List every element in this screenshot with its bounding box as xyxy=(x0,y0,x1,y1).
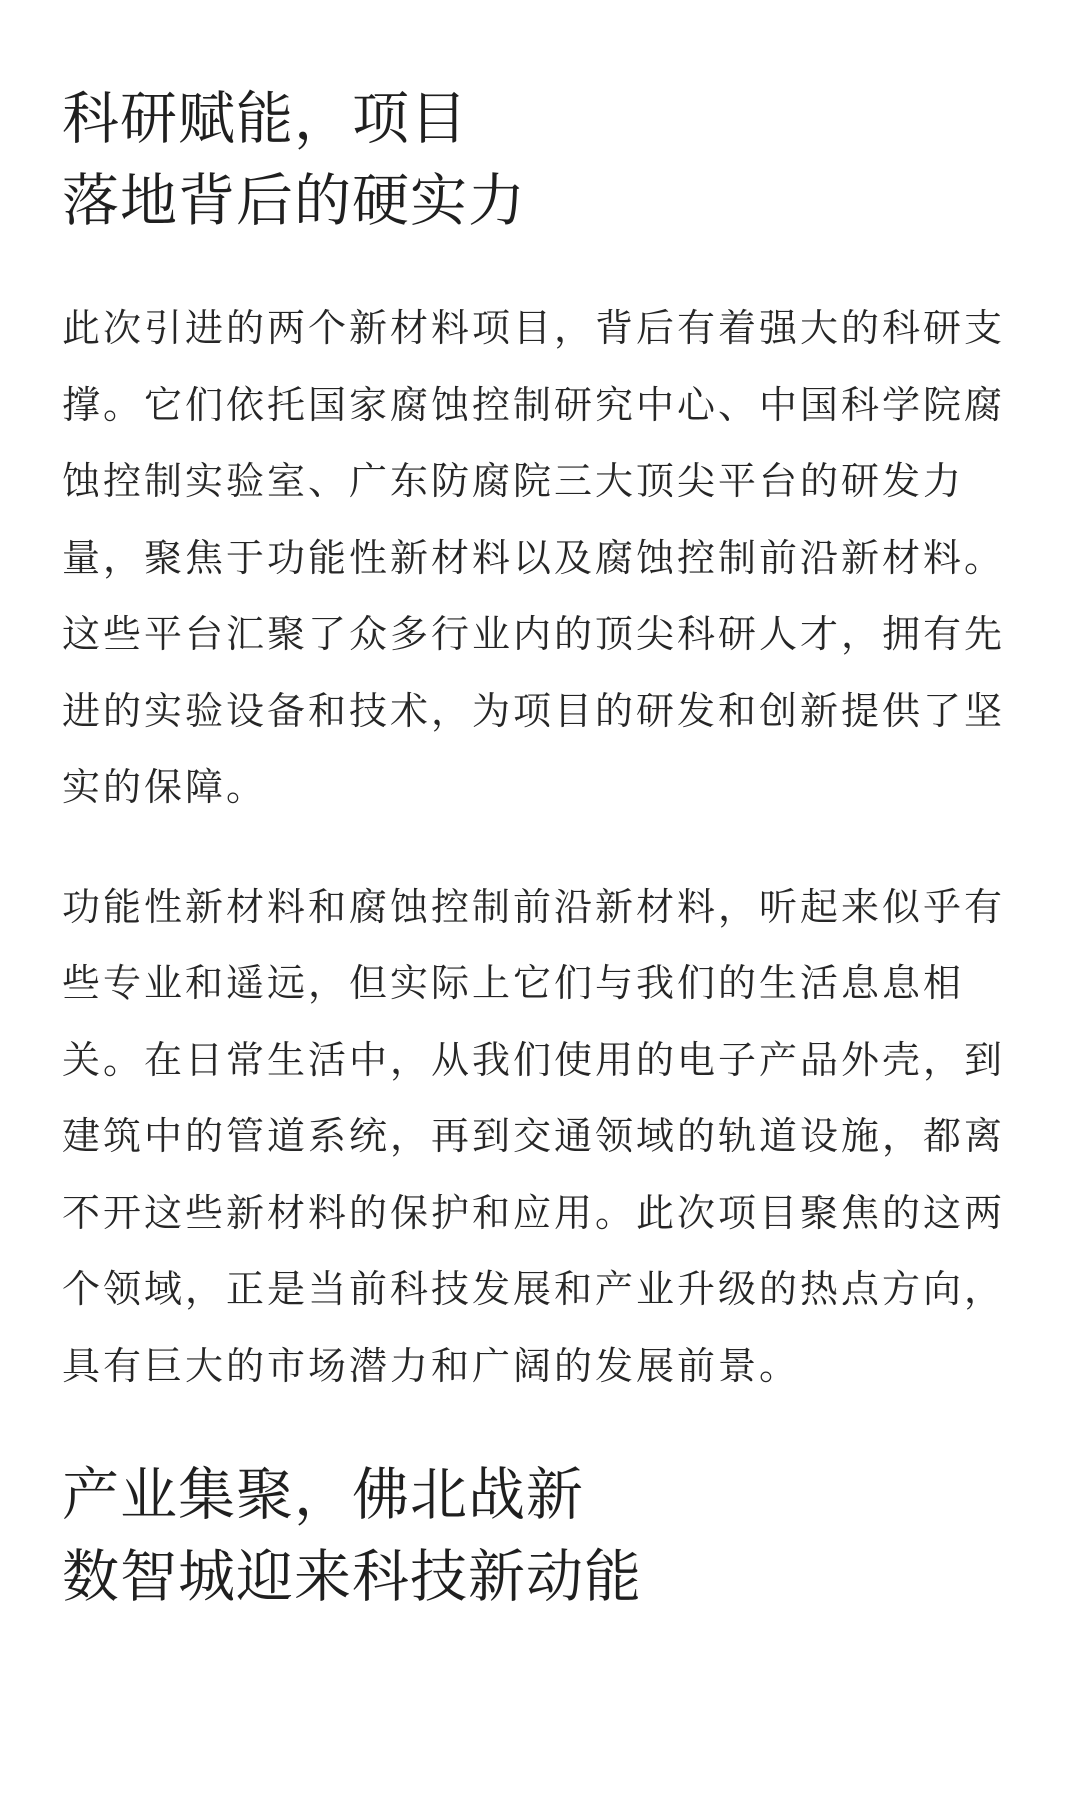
paragraph-new-materials: 功能性新材料和腐蚀控制前沿新材料，听起来似乎有些专业和遥远，但实际上它们与我们的生活息息相关。在日常生活中，从我们使用的电子产品外壳，到建筑中的管道系统，再到交通领域的轨道设施，都离不开这些新材料的保护和应用。此次项目聚焦的这两个领域，正是当前科技发展和产业升级的热点方向，具有巨大的市场潜力和广阔的发展前景。 xyxy=(62,884,1006,1388)
section-heading-industry xyxy=(62,1454,1022,1618)
heading-line: 落地背后的硬实力 xyxy=(62,168,526,234)
paragraph-research-support: 此次引进的两个新材料项目，背后有着强大的科研支撑。它们依托国家腐蚀控制研究中心、中国科学院腐蚀控制实验室、广东防腐院三大顶尖平台的研发力量，聚焦于功能性新材料以及腐蚀控制前沿新材料。这些平台汇聚了众多行业内的顶尖科研人才，拥有先进的实验设备和技术，为项目的研发和创新提供了坚实的保障。 xyxy=(62,306,1006,809)
heading-line: 数智城迎来科技新动能 xyxy=(62,1544,642,1610)
heading-line: 产业集聚，佛北战新 xyxy=(62,1462,584,1528)
heading-line: 科研赋能，项目 xyxy=(62,86,468,152)
section-heading-research xyxy=(62,78,1022,242)
article-body xyxy=(62,78,1022,1618)
